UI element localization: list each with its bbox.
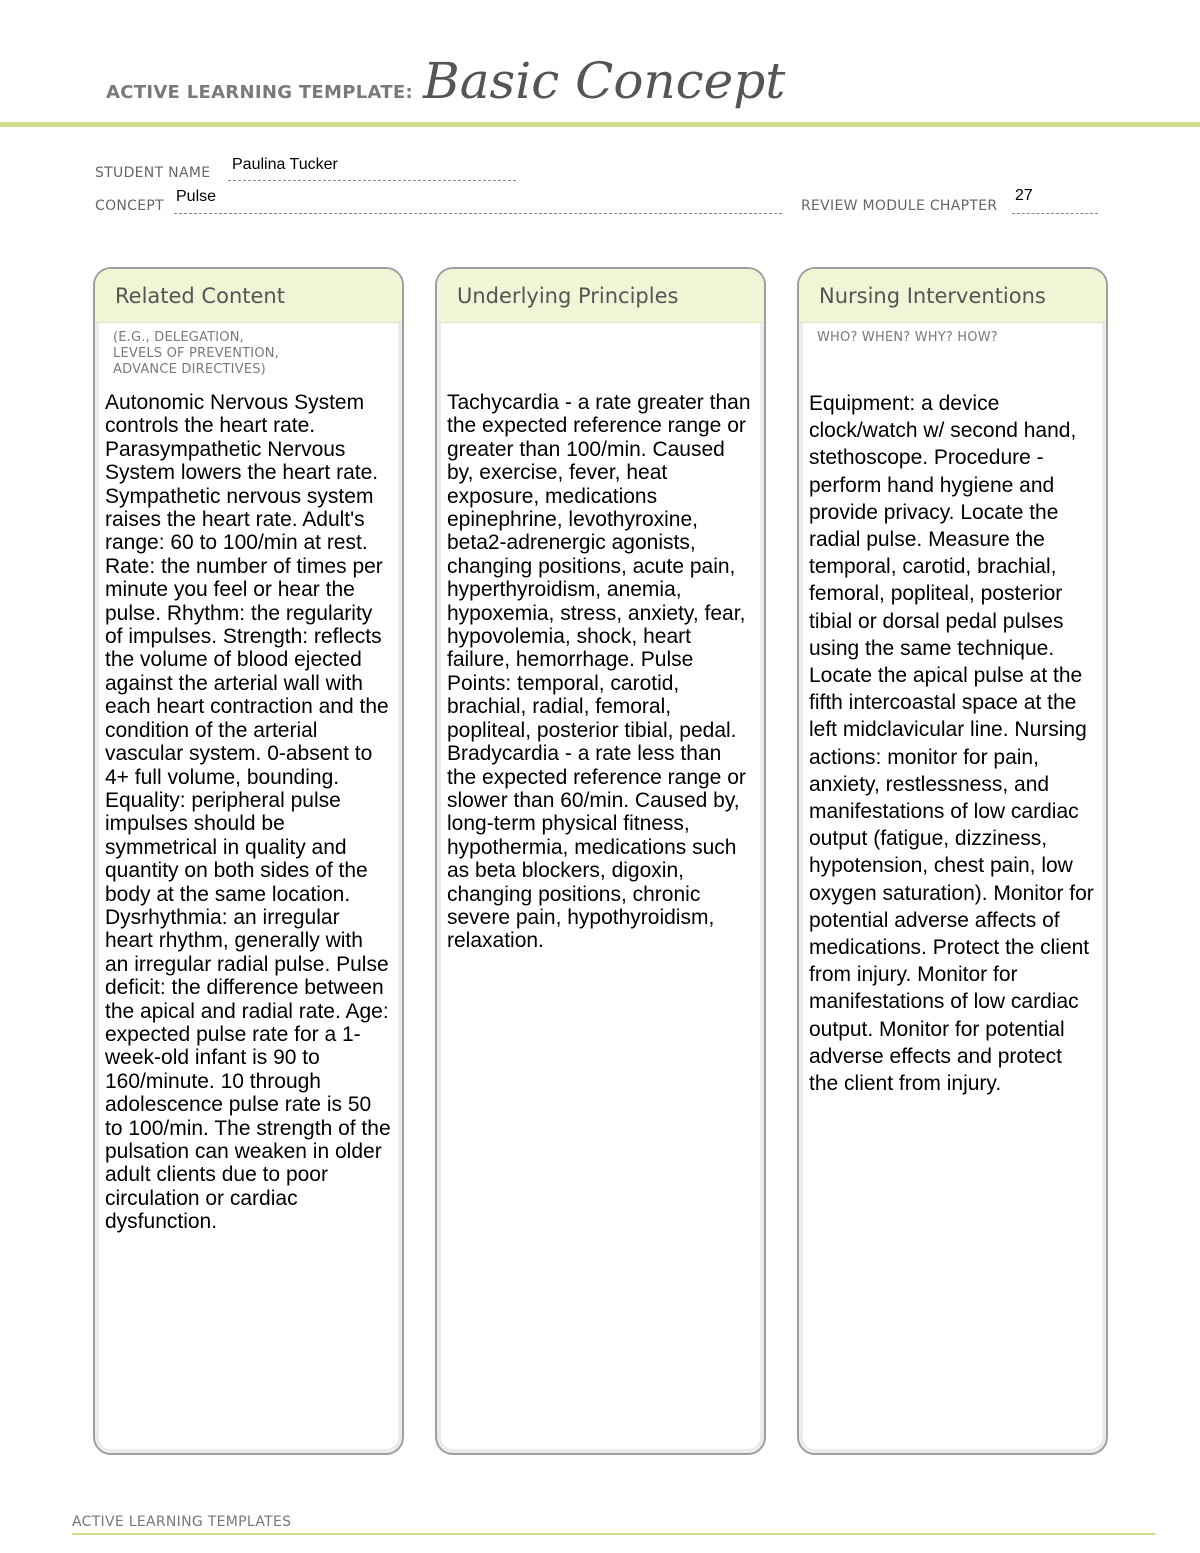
related-content-hint xyxy=(95,323,402,378)
student-name-field[interactable]: Paulina Tucker xyxy=(232,156,338,173)
related-content-text[interactable]: Autonomic Nervous System controls the heart rate. Parasympathetic Nervous System lowers the heart rate. Sympathetic nervous system raises the heart rate. Adult's range: 60 to 100/min at rest. Rate: the number of times per minute you feel or hear the pulse. Rhythm: the regularity of impulses. Strength: reflects the volume of blood ejected against the arterial wall with each heart contraction and the condition of the arterial vascular system. 0-absent to 4+ full volume, bounding. Equality: peripheral pulse impulses should be symmetrical in quality and quantity on both sides of the body at the same location. Dysrhythmia: an irregular heart rhythm, generally with an irregular radial pulse. Pulse deficit: the difference between the apical and radial rate. Age: expected pulse rate for a 1-week-old infant is 90 to 160/minute. 10 through adolescence pulse rate is 50 to 100/min. The strength of the pulsation can weaken in older adult clients due to poor circulation or cardiac dysfunction. xyxy=(105,391,391,1234)
underlying-principles-text[interactable]: Tachycardia - a rate greater than the expected reference range or greater than 100/min. Caused by, exercise, fever, heat exposure, medications epinephrine, levothyroxine, beta2-adrenergic agonists, changing positions, acute pain, hyperthyroidism, anemia, hypoxemia, stress, anxiety, fear, hypovolemia, shock, heart failure, hemorrhage. Pulse Points: temporal, carotid, brachial, radial, femoral, popliteal, posterior tibial, pedal. Bradycardia - a rate less than the expected reference range or slower than 60/min. Caused by, long-term physical fitness, hypothermia, medications such as beta blockers, digoxin, changing positions, chronic severe pain, hypothyroidism, relaxation. xyxy=(447,391,751,953)
underlying-principles-title: Underlying Principles xyxy=(437,269,764,323)
related-hint-line: LEVELS OF PREVENTION, xyxy=(113,346,280,361)
related-content-title: Related Content xyxy=(95,269,402,323)
concept-field[interactable]: Pulse xyxy=(176,188,217,205)
review-chapter-line xyxy=(1012,213,1098,214)
footer-divider xyxy=(72,1533,1155,1535)
related-hint-line: ADVANCE DIRECTIVES) xyxy=(113,362,266,377)
nursing-interventions-hint: WHO? WHEN? WHY? HOW? xyxy=(817,330,998,345)
concept-line xyxy=(174,213,782,214)
concept-label: CONCEPT xyxy=(95,198,164,214)
template-name: Basic Concept xyxy=(423,52,786,110)
nursing-interventions-text[interactable]: Equipment: a device clock/watch w/ second hand, stethoscope. Procedure - perform hand hygiene and provide privacy. Locate the radial pulse. Measure the temporal, carotid, brachial, femoral, popliteal, posterior tibial or dorsal pedal pulses using the same technique. Locate the apical pulse at the fifth intercoastal space at the left midclavicular line. Nursing actions: monitor for pain, anxiety, restlessness, and manifestations of low cardiac output (fatigue, dizziness, hypotension, chest pain, low oxygen saturation). Monitor for potential adverse affects of medications. Protect the client from injury. Monitor for manifestations of low cardiac output. Monitor for potential adverse effects and protect the client from injury. xyxy=(809,392,1094,1096)
template-title xyxy=(106,52,785,110)
nursing-interventions-title: Nursing Interventions xyxy=(799,269,1106,323)
underlying-principles-card xyxy=(435,267,766,1455)
student-name-label: STUDENT NAME xyxy=(95,165,211,181)
header-divider xyxy=(0,122,1200,127)
template-label: ACTIVE LEARNING TEMPLATE: xyxy=(106,82,413,103)
review-chapter-field[interactable]: 27 xyxy=(1015,187,1033,204)
nursing-interventions-card xyxy=(797,267,1108,1455)
related-hint-line: (E.G., DELEGATION, xyxy=(113,330,244,345)
related-content-card xyxy=(93,267,404,1455)
review-chapter-label: REVIEW MODULE CHAPTER xyxy=(801,198,998,214)
student-name-line xyxy=(228,180,516,181)
footer-label: ACTIVE LEARNING TEMPLATES xyxy=(72,1514,292,1530)
